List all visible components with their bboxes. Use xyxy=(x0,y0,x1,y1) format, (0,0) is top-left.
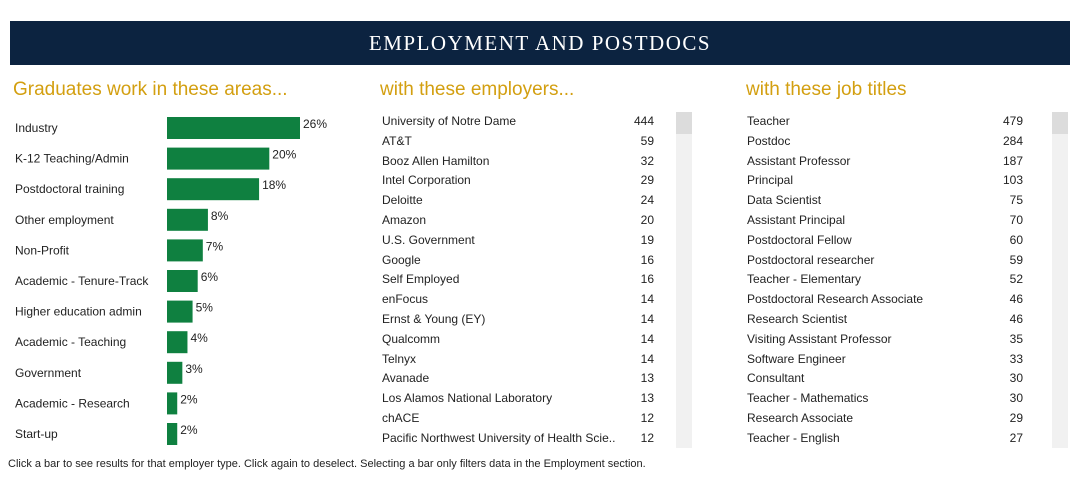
category-label: Government xyxy=(15,365,82,380)
category-label: Academic - Tenure-Track xyxy=(15,274,149,288)
list-item-count: 33 xyxy=(1009,351,1023,366)
list-item-name: Consultant xyxy=(747,371,805,386)
list-item[interactable] xyxy=(747,429,1023,448)
category-label: Higher education admin xyxy=(15,304,142,319)
job-title-list-scrollbar[interactable] xyxy=(1052,112,1068,448)
list-item-count: 30 xyxy=(1009,371,1023,386)
list-item[interactable] xyxy=(747,171,1023,191)
value-label: 26% xyxy=(303,117,328,131)
value-label: 4% xyxy=(190,331,208,346)
value-label: 2% xyxy=(180,392,198,407)
category-label: Industry xyxy=(15,121,58,135)
list-item-name: Intel Corporation xyxy=(382,173,471,188)
list-item-name: Avanade xyxy=(382,371,430,386)
list-item-name: Research Scientist xyxy=(747,311,848,326)
areas-title: Graduates work in these areas... xyxy=(13,79,288,100)
category-label: Other employment xyxy=(15,212,114,227)
value-label: 20% xyxy=(272,147,297,162)
bar-academic-teaching[interactable] xyxy=(167,331,187,353)
list-item-count: 35 xyxy=(1009,331,1023,346)
list-item[interactable] xyxy=(382,231,654,251)
list-item-name: Postdoc xyxy=(747,133,791,148)
list-item[interactable] xyxy=(747,350,1023,370)
list-item-name: Visiting Assistant Professor xyxy=(747,331,892,346)
list-item-name: AT&T xyxy=(382,133,412,148)
list-item-count: 13 xyxy=(640,371,654,386)
job-title-list-scroll-thumb[interactable] xyxy=(1052,112,1068,134)
list-item[interactable] xyxy=(382,270,654,290)
bar-non-profit[interactable] xyxy=(167,239,203,261)
list-item-count: 20 xyxy=(640,212,654,227)
list-item-count: 16 xyxy=(640,252,654,267)
list-item[interactable] xyxy=(382,330,654,350)
list-item-count: 59 xyxy=(1009,252,1023,267)
list-item-count: 19 xyxy=(640,232,654,247)
bar-postdoctoral-training[interactable] xyxy=(167,178,259,200)
list-item-name: Postdoctoral Research Associate xyxy=(747,292,924,307)
bar-k-12-teaching-admin[interactable] xyxy=(167,148,269,170)
list-item[interactable] xyxy=(382,211,654,231)
list-item[interactable] xyxy=(382,369,654,389)
list-item-count: 60 xyxy=(1009,232,1023,247)
bar-academic-research[interactable] xyxy=(167,392,177,414)
value-label: 8% xyxy=(210,208,229,223)
employer-list-scroll-thumb[interactable] xyxy=(676,112,692,134)
list-item[interactable] xyxy=(382,409,654,429)
job-titles-title: with these job titles xyxy=(746,79,907,100)
list-item-name: Booz Allen Hamilton xyxy=(382,153,490,168)
list-item-count: 187 xyxy=(1002,153,1023,168)
value-label: 18% xyxy=(262,178,287,193)
list-item-name: Amazon xyxy=(382,212,427,227)
list-item-name: Research Associate xyxy=(747,410,854,425)
list-item[interactable] xyxy=(747,211,1023,231)
list-item-count: 284 xyxy=(1002,133,1023,148)
list-item[interactable] xyxy=(382,171,654,191)
list-item-name: Teacher - Mathematics xyxy=(747,391,869,406)
list-item[interactable] xyxy=(382,191,654,211)
list-item[interactable] xyxy=(382,290,654,310)
list-item-name: chACE xyxy=(382,410,420,425)
list-item-name: Teacher - English xyxy=(747,430,840,445)
category-label: Academic - Research xyxy=(15,396,130,411)
list-item-name: Teacher xyxy=(747,114,790,128)
list-item-name: Ernst & Young (EY) xyxy=(382,311,486,326)
list-item[interactable] xyxy=(747,290,1023,310)
bar-industry[interactable] xyxy=(167,117,300,139)
employers-title: with these employers... xyxy=(380,79,575,100)
list-item-count: 29 xyxy=(640,173,654,188)
list-item[interactable] xyxy=(382,310,654,330)
value-label: 5% xyxy=(195,300,213,315)
list-item-name: Principal xyxy=(747,173,794,188)
list-item[interactable] xyxy=(747,231,1023,251)
list-item[interactable] xyxy=(747,132,1023,152)
list-item[interactable] xyxy=(382,251,654,271)
list-item-count: 27 xyxy=(1009,430,1023,445)
list-item-count: 29 xyxy=(1009,410,1023,425)
list-item[interactable] xyxy=(747,191,1023,211)
list-item[interactable] xyxy=(382,389,654,409)
list-item[interactable] xyxy=(747,251,1023,271)
list-item-count: 14 xyxy=(640,311,654,326)
value-label: 7% xyxy=(205,239,224,254)
list-item-name: Qualcomm xyxy=(382,331,441,346)
list-item[interactable] xyxy=(747,270,1023,290)
bar-government[interactable] xyxy=(167,362,182,384)
list-item-count: 46 xyxy=(1009,311,1023,326)
list-item-count: 444 xyxy=(633,114,654,128)
list-item-count: 70 xyxy=(1009,212,1023,227)
list-item[interactable] xyxy=(747,330,1023,350)
employer-list[interactable] xyxy=(382,112,654,448)
category-label: Start-up xyxy=(15,427,58,441)
list-item-name: Postdoctoral researcher xyxy=(747,252,875,267)
list-item[interactable] xyxy=(747,389,1023,409)
list-item-count: 30 xyxy=(1009,391,1023,406)
list-item[interactable] xyxy=(382,152,654,172)
list-item-name: Self Employed xyxy=(382,272,460,287)
areas-bar-chart xyxy=(10,113,355,449)
list-item[interactable] xyxy=(747,369,1023,389)
bar-start-up[interactable] xyxy=(167,423,177,445)
bar-academic-tenure-track[interactable] xyxy=(167,270,198,292)
list-item-count: 24 xyxy=(640,193,654,208)
list-item-name: Telnyx xyxy=(382,351,417,366)
list-item[interactable] xyxy=(382,429,654,448)
value-label: 6% xyxy=(200,270,219,284)
list-item-count: 103 xyxy=(1002,173,1023,188)
list-item-name: U.S. Government xyxy=(382,232,475,247)
page-title: EMPLOYMENT AND POSTDOCS xyxy=(368,30,712,55)
list-item[interactable] xyxy=(747,152,1023,172)
list-item-count: 479 xyxy=(1002,114,1023,128)
list-item-count: 46 xyxy=(1009,292,1023,307)
list-item-count: 12 xyxy=(640,430,654,445)
list-item[interactable] xyxy=(747,310,1023,330)
value-label: 3% xyxy=(185,361,203,376)
list-item-count: 75 xyxy=(1009,193,1023,208)
list-item[interactable] xyxy=(382,350,654,370)
list-item-name: Los Alamos National Laboratory xyxy=(382,391,553,406)
category-label: Non-Profit xyxy=(15,243,70,258)
list-item[interactable] xyxy=(382,132,654,152)
list-item-count: 14 xyxy=(640,331,654,346)
list-item-count: 13 xyxy=(640,391,654,406)
category-label: Academic - Teaching xyxy=(15,335,127,350)
list-item-count: 14 xyxy=(640,351,654,366)
list-item-count: 52 xyxy=(1009,272,1023,287)
list-item[interactable] xyxy=(382,112,654,132)
list-item[interactable] xyxy=(747,409,1023,429)
list-item-name: Teacher - Elementary xyxy=(747,272,862,287)
list-item-name: Deloitte xyxy=(382,193,423,208)
list-item-count: 32 xyxy=(640,153,654,168)
list-item[interactable] xyxy=(747,112,1023,132)
list-item-count: 16 xyxy=(640,272,654,287)
job-title-list[interactable] xyxy=(747,112,1023,448)
category-label: K-12 Teaching/Admin xyxy=(15,151,129,166)
list-item-name: enFocus xyxy=(382,292,429,307)
list-item-name: Postdoctoral Fellow xyxy=(747,232,852,247)
bar-other-employment[interactable] xyxy=(167,209,208,231)
list-item-name: Data Scientist xyxy=(747,193,822,208)
bar-higher-education-admin[interactable] xyxy=(167,301,193,323)
list-item-count: 12 xyxy=(640,410,654,425)
list-item-name: Assistant Principal xyxy=(747,212,846,227)
list-item-name: University of Notre Dame xyxy=(382,114,517,128)
page-banner xyxy=(10,21,1070,65)
list-item-name: Assistant Professor xyxy=(747,153,851,168)
list-item-count: 14 xyxy=(640,292,654,307)
footnote: Click a bar to see results for that employer type. Click again to deselect. Selecting a bar only filters data in the Employment section. xyxy=(8,458,646,470)
list-item-name: Pacific Northwest University of Health Scie.. xyxy=(382,430,616,445)
value-label: 2% xyxy=(180,423,198,437)
list-item-name: Software Engineer xyxy=(747,351,846,366)
employer-list-scrollbar[interactable] xyxy=(676,112,692,448)
list-item-name: Google xyxy=(382,252,421,267)
category-label: Postdoctoral training xyxy=(15,182,125,197)
list-item-count: 59 xyxy=(640,133,654,148)
